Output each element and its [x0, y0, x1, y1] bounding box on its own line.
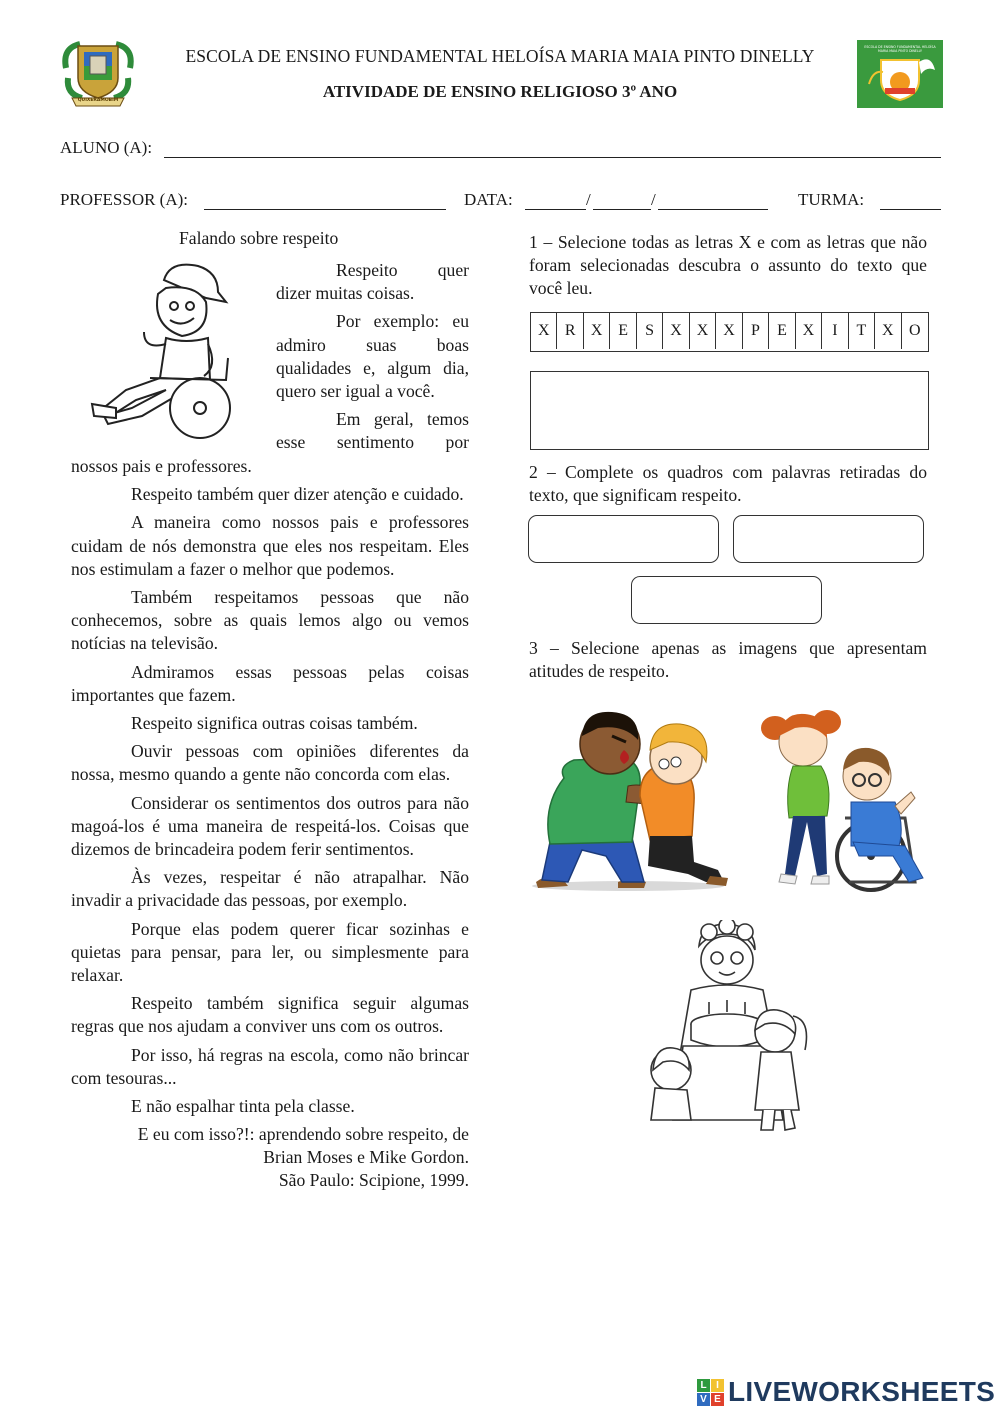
liveworksheets-logo[interactable] [697, 1376, 995, 1408]
letter-cell[interactable]: X [531, 313, 557, 349]
paragraph: nossos pais e professores. [71, 456, 252, 476]
paragraph: Respeito significa outras coisas também. [131, 713, 418, 734]
logo-letter-tile: I [711, 1379, 724, 1392]
source-credit [71, 1123, 469, 1192]
paragraph: A maneira como nossos pais e professores cuidam de nós demonstra que eles nos respeitam. Eles nos estimulam a fazer o melhor que podemos. [71, 512, 469, 579]
turma-field[interactable] [880, 209, 941, 210]
paragraph: Respeito também quer dizer atenção e cuidado. [131, 484, 464, 505]
reading-body [71, 455, 469, 1192]
image-bullying-scene[interactable] [528, 706, 734, 892]
paragraph: Respeito quer dizer muitas coisas. [276, 260, 469, 304]
question-3-text: 3 – Selecione apenas as imagens que apresentam atitudes de respeito. [529, 638, 927, 682]
paragraph: Por isso, há regras na escola, como não brincar com tesouras... [71, 1044, 469, 1088]
liveworksheets-brand-text: LIVEWORKSHEETS [728, 1376, 996, 1407]
paragraph: Por exemplo: eu admiro suas boas qualidades e, algum dia, quero ser igual a você. [276, 311, 469, 402]
liveworksheets-logo-icon [697, 1379, 724, 1406]
data-label: DATA: [464, 190, 513, 209]
letter-cell[interactable]: X [875, 313, 901, 349]
paragraph: Às vezes, respeitar é não atrapalhar. Não invadir a privacidade das pessoas, por exemplo. [71, 867, 469, 911]
date-month-field[interactable] [593, 209, 651, 210]
credit-line: São Paulo: Scipione, 1999. [278, 1170, 469, 1191]
paragraph: Em geral, temos esse sentimento por [276, 409, 469, 453]
letter-cell[interactable]: I [822, 313, 848, 349]
logo-letter-tile: V [697, 1393, 710, 1406]
letter-cell[interactable]: E [769, 313, 795, 349]
answer-box-2[interactable] [733, 515, 924, 563]
professor-name-field[interactable] [204, 209, 446, 210]
date-year-field[interactable] [658, 209, 768, 210]
reading-title: Falando sobre respeito [179, 228, 339, 248]
logo-letter-tile: L [697, 1379, 710, 1392]
paragraph: Também respeitamos pessoas que não conhecemos, sobre as quais lemos algo ou vemos notícias na televisão. [71, 587, 469, 654]
letter-cell[interactable]: X [584, 313, 610, 349]
aluno-name-field[interactable] [164, 157, 941, 158]
date-separator: / [651, 190, 656, 209]
question-1-text: 1 – Selecione todas as letras X e com as letras que não foram selecionadas descubra o assunto do texto que você leu. [529, 232, 927, 299]
date-day-field[interactable] [525, 209, 586, 210]
logo-letter-tile: E [711, 1393, 724, 1406]
letter-cell[interactable]: E [610, 313, 636, 349]
paragraph: Respeito também significa seguir algumas regras que nos ajudam a conviver uns com os outros. [71, 993, 469, 1037]
reading-wrapped-text [276, 259, 469, 460]
letter-grid [530, 312, 929, 352]
letter-cell[interactable]: X [796, 313, 822, 349]
aluno-label: ALUNO (A): [60, 138, 153, 157]
letter-cell[interactable]: X [690, 313, 716, 349]
letter-cell[interactable]: R [557, 313, 583, 349]
paragraph: Considerar os sentimentos dos outros para não magoá-los é uma maneira de respeitá-los. Coisas que dizemos de brincadeira podem ferir sentimentos. [71, 792, 469, 860]
letter-cell[interactable]: S [637, 313, 663, 349]
paragraph: E não espalhar tinta pela classe. [131, 1096, 355, 1117]
logo-right-text: ESCOLA DE ENSINO FUNDAMENTAL HELOÍSA MARIA MAIA PINTO DINELLY [864, 45, 936, 53]
answer-box-3[interactable] [631, 576, 822, 624]
credit-line: E eu com isso?!: aprendendo sobre respeito, de [137, 1124, 469, 1145]
turma-label: TURMA: [798, 190, 865, 209]
letter-cell[interactable]: P [743, 313, 769, 349]
letter-cell[interactable]: O [909, 322, 921, 339]
date-separator: / [586, 190, 591, 209]
question-1-answer-box[interactable] [530, 371, 929, 450]
school-name: ESCOLA DE ENSINO FUNDAMENTAL HELOÍSA MARIA MAIA PINTO DINELLY [185, 46, 815, 66]
professor-label: PROFESSOR (A): [60, 190, 189, 209]
paragraph: Admiramos essas pessoas pelas coisas importantes que fazem. [71, 661, 469, 705]
image-grandmother-cake[interactable] [643, 920, 815, 1134]
letter-cell[interactable]: T [849, 313, 875, 349]
school-logo-right [857, 40, 943, 108]
boy-wheelchair-illustration [86, 258, 246, 444]
letter-cell[interactable]: X [663, 313, 689, 349]
paragraph: Porque elas podem querer ficar sozinhas e quietas para pensar, para ler, ou simplesmente para relaxar. [71, 918, 469, 986]
answer-box-1[interactable] [528, 515, 719, 563]
crest-ribbon-text: QUIXERAMOBIM [77, 98, 119, 103]
activity-title: ATIVIDADE DE ENSINO RELIGIOSO 3º ANO [322, 82, 678, 101]
image-girl-pushing-wheelchair[interactable] [755, 706, 933, 894]
credit-line: Brian Moses e Mike Gordon. [263, 1147, 469, 1168]
question-2-text: 2 – Complete os quadros com palavras retiradas do texto, que significam respeito. [529, 462, 927, 506]
letter-cell[interactable]: X [716, 313, 742, 349]
paragraph: Ouvir pessoas com opiniões diferentes da nossa, mesmo quando a gente não concorda com elas. [71, 741, 469, 785]
